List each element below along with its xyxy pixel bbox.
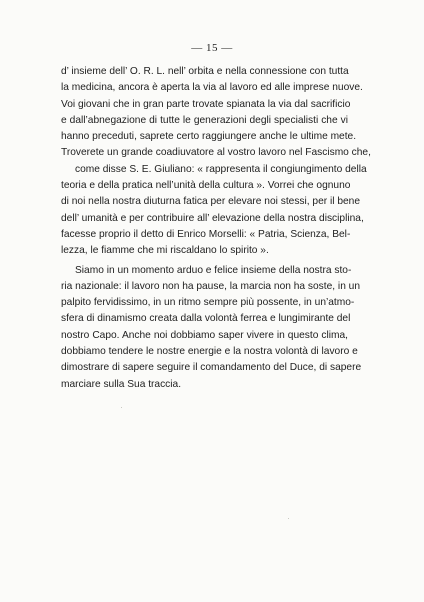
- body-text: [61, 64, 371, 393]
- text-line: lezza, le fiamme che mi riscaldano lo spirito ».: [61, 245, 269, 257]
- paper-speck: [288, 518, 289, 519]
- text-line: d’ insieme dell’ O. R. L. nell’ orbita e nella connessione con tutta: [61, 66, 349, 77]
- text-line: dimostrare di sapere seguire il comandamento del Duce, di sapere: [61, 362, 362, 374]
- paragraph-2: [61, 263, 362, 393]
- page-number: — 15 —: [191, 42, 233, 54]
- text-line: Troverete un grande coadiuvatore al vostro lavoro nel Fascismo che,: [61, 147, 371, 159]
- text-line: facesse proprio il detto di Enrico Morselli: « Patria, Scienza, Bel-: [61, 228, 351, 240]
- text-line: teoria e della pratica nell’unità della cultura ». Vorrei che ognuno: [61, 180, 351, 192]
- text-line: dobbiamo tendere le nostre energie e la nostra volontà di lavoro e: [61, 346, 358, 358]
- text-line: hanno preceduti, saprete certo raggiungere anche le ultime mete.: [61, 131, 357, 143]
- text-line: marciare sulla Sua traccia.: [61, 378, 182, 390]
- text-line: e dall’abnegazione di tutte le generazioni degli specialisti che vi: [61, 114, 348, 126]
- text-line: Siamo in un momento arduo e felice insieme della nostra sto-: [75, 264, 352, 276]
- text-line: nostro Capo. Anche noi dobbiamo saper vivere in questo clima,: [61, 329, 348, 341]
- paper-speck: [121, 407, 122, 408]
- text-line: di noi nella nostra diuturna fatica per elevare noi stessi, per il bene: [61, 196, 361, 208]
- text-line: sfera di dinamismo creata dalla volontà ferrea e lungimirante del: [61, 313, 351, 325]
- text-line: dell’ umanità e per contribuire all’ elevazione della nostra disciplina,: [61, 212, 364, 224]
- text-line: palpito fervidissimo, in un ritmo sempre più possente, in un’atmo-: [61, 297, 355, 309]
- paragraph-1: [61, 64, 371, 260]
- text-line: la medicina, ancora è aperta la via al lavoro ed alle imprese nuove.: [61, 82, 363, 94]
- text-line: Voi giovani che in gran parte trovate spianata la via dal sacrificio: [61, 98, 351, 110]
- text-line: come disse S. E. Giuliano: « rappresenta il congiungimento della: [75, 163, 367, 175]
- text-line: ria nazionale: il lavoro non ha pause, la marcia non ha soste, in un: [61, 280, 361, 292]
